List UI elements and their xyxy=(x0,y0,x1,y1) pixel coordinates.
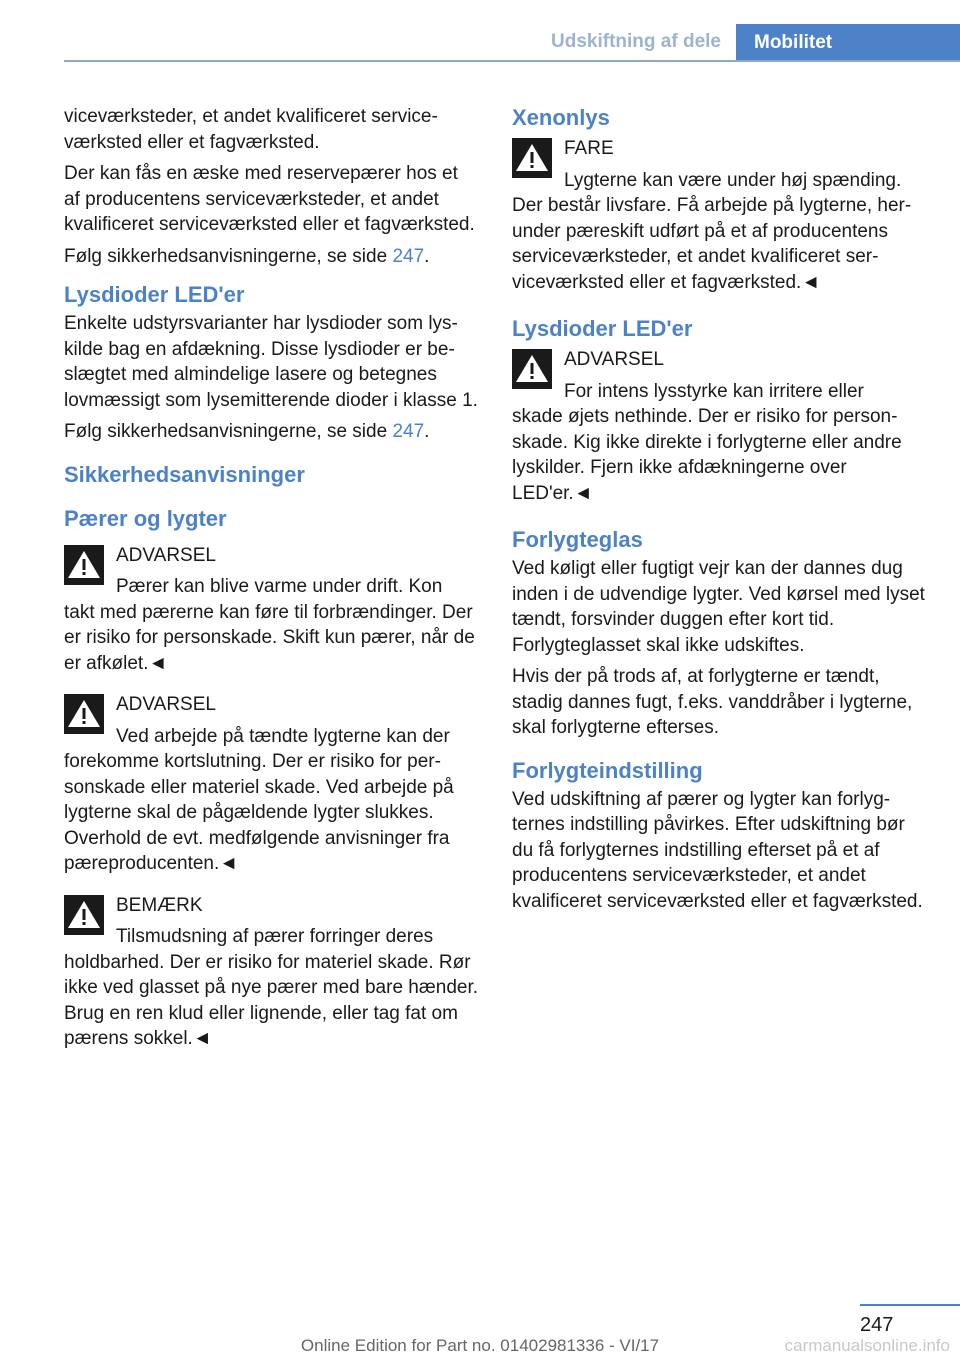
header-rule xyxy=(64,60,960,62)
warning-triangle-icon xyxy=(64,694,104,734)
danger-text: Der består livsfare. Få arbejde på lygterne, herunder pæreskift udført på et af producentens serviceværksteder, et andet kvalificeret serviceværksted eller et fagværksted.◄ xyxy=(512,195,912,293)
notice-text: holdbarhed. Der er risiko for materiel skade. Rør ikke ved glasset på nye pærer med bare hænder. Brug en ren klud eller lignende, eller tag fat om pærens sokkel.◄ xyxy=(64,951,479,1049)
paragraph: Hvis der på trods af, at forlygterne er tændt, stadig dannes fugt, f.eks. vanddråber i lygterne, skal forlygterne efterses. xyxy=(512,666,913,738)
warning-text: For intens lysstyrke kan irritere eller xyxy=(564,380,864,402)
danger-title: FARE xyxy=(564,138,614,159)
warning-text: takt med pærerne kan føre til forbrændinger. Der er risiko for personskade. Skift kun pærer, når de er afkølet.◄ xyxy=(64,601,475,674)
page-link[interactable]: 247 xyxy=(392,421,425,442)
left-column xyxy=(64,104,478,1060)
notice-title: BEMÆRK xyxy=(116,894,203,916)
warning-triangle-icon xyxy=(64,545,104,585)
paragraph: Ved udskiftning af pærer og lygter kan forlygternes indstilling påvirkes. Efter udskiftning bør du få forlygternes indstilling efterset på et af producentens serviceværksteder, et andet kvalificeret serviceværksted eller et fagværksted. xyxy=(512,788,923,912)
watermark: carmanualsonline.info xyxy=(784,1336,950,1355)
warning-block xyxy=(64,543,478,677)
warning-triangle-icon xyxy=(512,138,552,178)
warning-title: ADVARSEL xyxy=(116,694,216,715)
paragraph: Der kan fås en æske med reservepærer hos et af producentens serviceværksteder, et andet kvalificeret serviceværksted eller et fagværksted. xyxy=(64,163,475,235)
heading-led: Lysdioder LED'er xyxy=(512,316,693,341)
heading-headlight-adjustment: Forlygteindstilling xyxy=(512,757,703,783)
warning-triangle-icon xyxy=(64,895,104,935)
danger-block xyxy=(512,136,926,295)
reference-suffix: . xyxy=(424,245,430,267)
warning-text: forekomme kortslutning. Der er risiko for personskade eller materiel skade. Ved arbejde på lygterne skal de pågældende lygter slukkes. Overhold de evt. medfølgende anvisninger fra pæreproducenten.◄ xyxy=(64,751,454,874)
chapter-tab[interactable]: Mobilitet xyxy=(736,24,960,62)
paragraph-safety-reference xyxy=(64,419,478,445)
paragraph-safety-reference xyxy=(64,244,478,270)
warning-text: Pærer kan blive varme under drift. Kon xyxy=(116,576,443,597)
paragraph: Ved køligt eller fugtigt vejr kan der dannes dug inden i de udvendige lygter. Ved kørsel med lyset tændt, forsvinder duggen efter kort tid. Forlygteglasset skal ikke udskiftes. xyxy=(512,558,925,656)
heading-xenon: Xenonlys xyxy=(512,105,610,130)
warning-block xyxy=(512,347,926,506)
warning-text: skade øjets nethinde. Der er risiko for personskade. Kig ikke direkte i forlygterne eller andre lyskilder. Fjern ikke afdækningerne over LED'er.◄ xyxy=(512,406,902,504)
heading-headlight-glass: Forlygteglas xyxy=(512,527,643,552)
heading-led: Lysdioder LED'er xyxy=(64,282,245,307)
notice-block xyxy=(64,893,478,1052)
page-header xyxy=(0,0,960,62)
warning-block xyxy=(64,692,478,877)
footer-rule xyxy=(860,1304,960,1306)
notice-text: Tilsmudsning af pærer forringer deres xyxy=(116,926,434,947)
reference-suffix: . xyxy=(424,421,430,442)
paragraph: Enkelte udstyrsvarianter har lysdioder som lyskilde bag en afdækning. Disse lysdioder er beslægtet med almindelige lasere og betegnes lovmæssigt som lysemitterende dioder i klasse 1. xyxy=(64,313,478,411)
heading-safety: Sikkerhedsanvisninger xyxy=(64,461,305,487)
warning-triangle-icon xyxy=(512,349,552,389)
heading-bulbs: Pærer og lygter xyxy=(64,505,227,531)
reference-text: Følg sikkerhedsanvisningerne, se side xyxy=(64,421,393,442)
section-tab[interactable]: Udskiftning af dele xyxy=(551,31,721,52)
warning-title: ADVARSEL xyxy=(116,544,216,566)
warning-text: Ved arbejde på tændte lygterne kan der xyxy=(116,725,450,747)
reference-text: Følg sikkerhedsanvisningerne, se side xyxy=(64,245,393,267)
page-number: 247 xyxy=(860,1314,894,1336)
edition-footer: Online Edition for Part no. 01402981336 - VI/17 xyxy=(300,1336,660,1355)
danger-text: Lygterne kan være under høj spænding. xyxy=(564,169,902,191)
page-link[interactable]: 247 xyxy=(392,245,425,267)
warning-title: ADVARSEL xyxy=(564,349,664,370)
paragraph: viceværksteder, et andet kvalificeret serviceværksted eller et fagværksted. xyxy=(64,106,438,153)
right-column xyxy=(512,104,926,920)
